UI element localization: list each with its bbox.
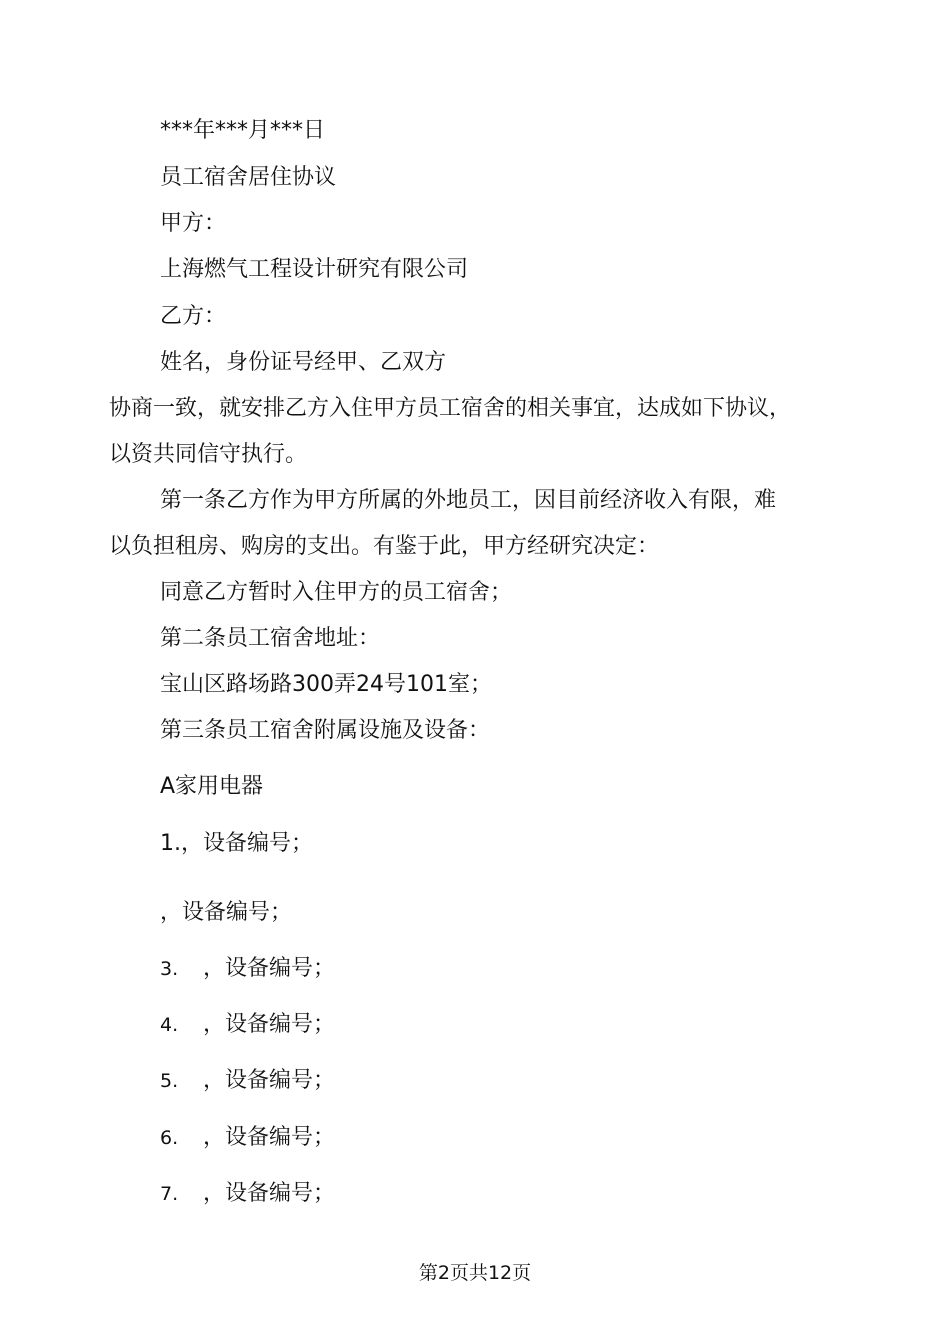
equipment-item-number: 5. [160,1070,179,1092]
article-2-title: 第二条员工宿舍地址： [160,626,381,651]
equipment-item-number: 7. [160,1183,179,1205]
article-1-line-2: 以负担租房、购房的支出。有鉴于此，甲方经研究决定： [109,534,660,559]
equipment-item-1: 1.，设备编号； [160,831,313,856]
article-3-title: 第三条员工宿舍附属设施及设备： [160,718,491,743]
paragraph-continue-line-2: 以资共同信守执行。 [109,442,308,467]
party-b-info: 姓名，身份证号经甲、乙双方 [160,350,447,375]
party-a-label: 甲方： [160,211,227,236]
section-a-title: A家用电器 [160,774,264,799]
document-title: 员工宿舍居住协议 [160,165,337,190]
article-2-address: 宝山区路场路300弄24号101室； [160,672,492,697]
equipment-item-text: ，设备编号； [203,1012,336,1037]
equipment-item-text: ，设备编号； [203,1181,336,1206]
article-1-line-1: 第一条乙方作为甲方所属的外地员工，因目前经济收入有限，难 [160,488,777,513]
equipment-item-text: ，设备编号； [203,956,336,981]
equipment-item-2: ，设备编号； [160,900,293,925]
party-b-label: 乙方： [160,304,227,329]
page-indicator: 第2页共12页 [418,1262,532,1284]
equipment-item-number: 4. [160,1014,179,1036]
equipment-item-number: 3. [160,958,179,980]
equipment-item-text: ，设备编号； [203,1068,336,1093]
equipment-item-text: ，设备编号； [203,1125,336,1150]
equipment-item-number: 6. [160,1127,179,1149]
article-1-decision: 同意乙方暂时入住甲方的员工宿舍； [160,580,513,605]
paragraph-continue-line-1: 协商一致，就安排乙方入住甲方员工宿舍的相关事宜，达成如下协议， [109,396,792,421]
party-a-name: 上海燃气工程设计研究有限公司 [160,257,469,282]
date-line: ***年***月***日 [160,118,326,143]
